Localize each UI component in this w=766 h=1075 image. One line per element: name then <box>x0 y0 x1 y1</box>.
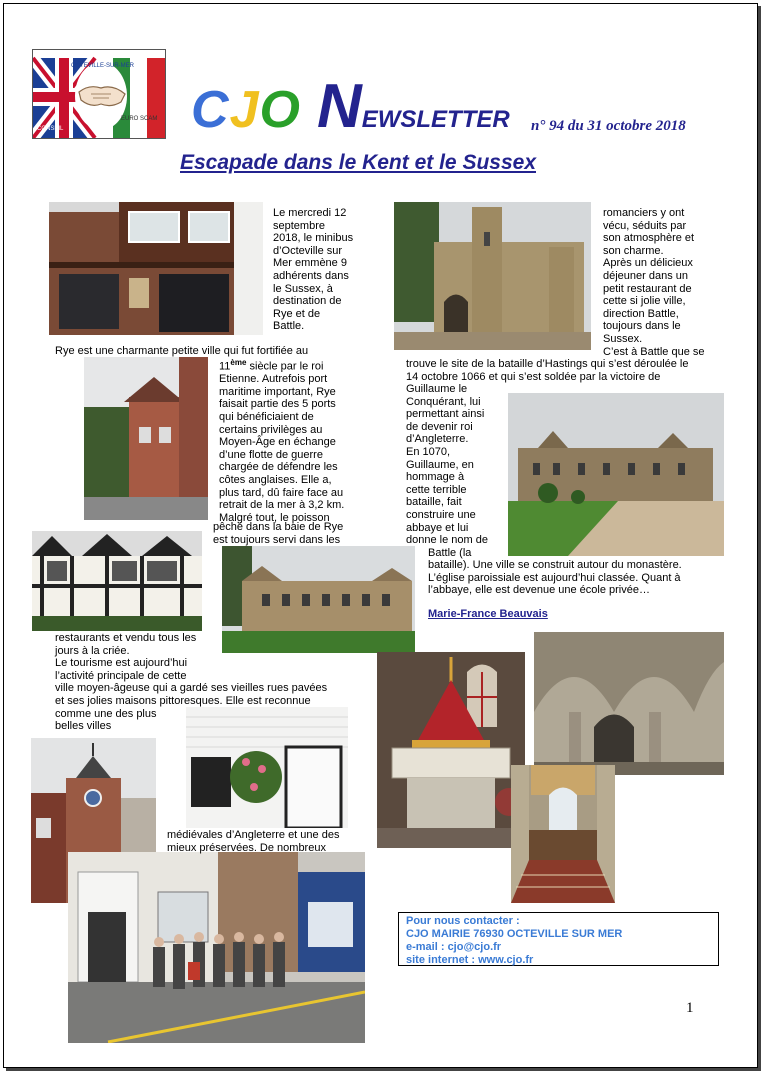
photo-rye-street <box>84 357 208 520</box>
text-line: 14 octobre 1066 et qui s’est soldée par la victoire de <box>406 370 661 383</box>
text-line: 2018, le minibus <box>273 232 354 245</box>
contact-email-link[interactable]: e-mail : cjo@cjo.fr <box>406 941 502 953</box>
text-line: mieux préservées. De nombreux <box>167 841 326 854</box>
text-line: l’abbaye, elle est devenue une école privée… <box>428 584 650 597</box>
text-line: petit restaurant de <box>603 282 692 295</box>
text-line: En 1070, <box>406 445 451 458</box>
text-line: construire une <box>406 508 476 521</box>
text-line: vécu, séduits par <box>603 219 687 232</box>
text-line: Battle. <box>273 320 305 333</box>
text-line: qui bénéficiaient de <box>219 411 314 424</box>
text-line: médiévales d’Angleterre et une des <box>167 829 340 841</box>
text-line: certains privilèges au <box>219 423 323 436</box>
text-line: bataille, fait <box>406 496 462 509</box>
newsletter-title <box>191 72 510 154</box>
text-line: Le mercredi 12 <box>273 207 347 219</box>
text-line: son atmosphère et <box>603 232 695 245</box>
article-tourism <box>55 632 355 733</box>
text-line: pêché dans la baie de Rye <box>213 521 344 533</box>
contact-box <box>398 912 719 966</box>
text-line: toujours dans le <box>603 320 681 333</box>
article-rye-history <box>219 357 379 524</box>
title-letter-c: C <box>191 81 230 139</box>
text-line: et ses jolies maisons pittoresques. Elle est reconnue <box>55 694 311 707</box>
article-intro <box>273 207 373 333</box>
contact-website-link[interactable]: site internet : www.cjo.fr <box>406 954 534 966</box>
text-line: Rye et de <box>273 307 321 320</box>
text-line: maritime important, Rye <box>219 385 336 398</box>
text-line: d’Octeville sur <box>273 244 343 257</box>
text-line: chargée de défendre les <box>219 461 338 474</box>
text-line: Après un délicieux <box>603 257 693 270</box>
text-line: Malgré tout, le poisson <box>219 511 330 524</box>
photo-tudor-shop <box>49 202 263 335</box>
article-tourism-tail <box>167 829 357 854</box>
page-headline: Escapade dans le Kent et le Sussex <box>180 151 536 174</box>
title-letter-n: N <box>316 72 362 141</box>
text-line: d’une flotte de guerre <box>219 448 323 461</box>
text-line: cette si jolie ville, <box>603 295 686 308</box>
article-william-conqueror <box>406 383 506 559</box>
text-line: plus tard, dû faire face au <box>219 486 344 499</box>
title-letter-o: O <box>259 81 301 139</box>
club-logo <box>32 49 166 139</box>
flags-handshake-icon <box>33 50 165 138</box>
text-line: d’Angleterre. <box>406 433 469 446</box>
text-line: L’église paroissiale est aujourd’hui classée. Quant à <box>428 571 681 584</box>
text-line: l’activité principale de cette <box>55 669 187 682</box>
text-line: comme une des plus <box>55 707 157 720</box>
article-rye-history-tail <box>213 521 373 546</box>
photo-baptismal-font <box>377 652 525 848</box>
text-line: Conquérant, lui <box>406 395 481 408</box>
text-line: romanciers y ont <box>603 207 685 219</box>
text-line: abbaye et lui <box>406 521 469 534</box>
text-line: Rye est une charmante petite ville qui fut fortifiée au <box>55 345 309 357</box>
text-line: Guillaume, en <box>406 458 474 471</box>
text-line: Sussex. <box>603 332 643 345</box>
photo-group-street <box>68 852 365 1043</box>
title-letter-j: J <box>229 81 260 139</box>
text-line: Le tourisme est aujourd’hui <box>55 657 188 670</box>
logo-text-left: CONSEIL <box>37 126 64 132</box>
text-line: le Sussex, à <box>273 282 333 295</box>
photo-abbey-lawn <box>508 393 724 556</box>
text-line: déjeuner dans un <box>603 269 689 282</box>
text-line: Moyen-Âge en échange <box>219 436 336 449</box>
text-line: est toujours servi dans les <box>213 533 341 546</box>
text-line: direction Battle, <box>603 307 679 320</box>
text-line: trouve le site de la bataille d’Hastings qui s’est déroulée le <box>406 358 689 370</box>
title-newsletter: EWSLETTER <box>361 106 510 133</box>
text-line-superscript: 11ème siècle par le roi <box>219 358 324 373</box>
article-monastery <box>428 559 728 597</box>
text-line: restaurants et vendu tous les <box>55 632 197 644</box>
text-line: faisait partie des 5 ports <box>219 398 336 411</box>
photo-vaulted-undercroft <box>534 632 724 775</box>
text-line: adhérents dans <box>273 269 349 282</box>
text-line: C’est à Battle que se <box>603 345 705 358</box>
text-line: destination de <box>273 295 342 308</box>
text-line: bataille). Une ville se construit autour du monastère. <box>428 559 682 571</box>
article-column2-top <box>603 207 713 358</box>
text-line: Etienne. Autrefois port <box>219 373 328 386</box>
text-line: Guillaume le <box>406 383 468 395</box>
text-line: hommage à <box>406 471 465 484</box>
contact-heading: Pour nous contacter : <box>406 915 520 927</box>
text-line: Battle (la <box>428 546 472 559</box>
text-line: jours à la criée. <box>55 644 130 657</box>
text-line: Mer emmène 9 <box>273 257 347 270</box>
text-line: permettant ainsi <box>406 408 485 421</box>
text-line: belles villes <box>55 720 112 733</box>
text-line: septembre <box>273 219 325 232</box>
text-line: donne le nom de <box>406 534 488 547</box>
contact-address: CJO MAIRIE 76930 OCTEVILLE SUR MER <box>406 928 623 940</box>
issue-date: n° 94 du 31 octobre 2018 <box>531 118 686 134</box>
text-line: ville moyen-âgeuse qui a gardé ses vieilles rues pavées <box>55 682 328 695</box>
text-line: retrait de la mer à 3,2 km. <box>219 499 345 512</box>
logo-text-right: EURO SCAM <box>121 116 158 122</box>
text-line: cette terrible <box>406 483 467 496</box>
photo-church-interior <box>511 765 615 903</box>
text-line: de devenir roi <box>406 420 473 433</box>
page-number: 1 <box>686 1000 694 1016</box>
text-line: côtes anglaises. Elle a, <box>219 474 332 486</box>
photo-half-timbered-house <box>32 531 202 631</box>
photo-battle-abbey-gatehouse <box>394 202 591 350</box>
article-battle-site <box>406 358 726 383</box>
logo-text-top: OCTEVILLE-SUR-MER <box>71 63 135 69</box>
text-line: son charme. <box>603 244 664 257</box>
article-author-link[interactable]: Marie-France Beauvais <box>428 608 548 620</box>
